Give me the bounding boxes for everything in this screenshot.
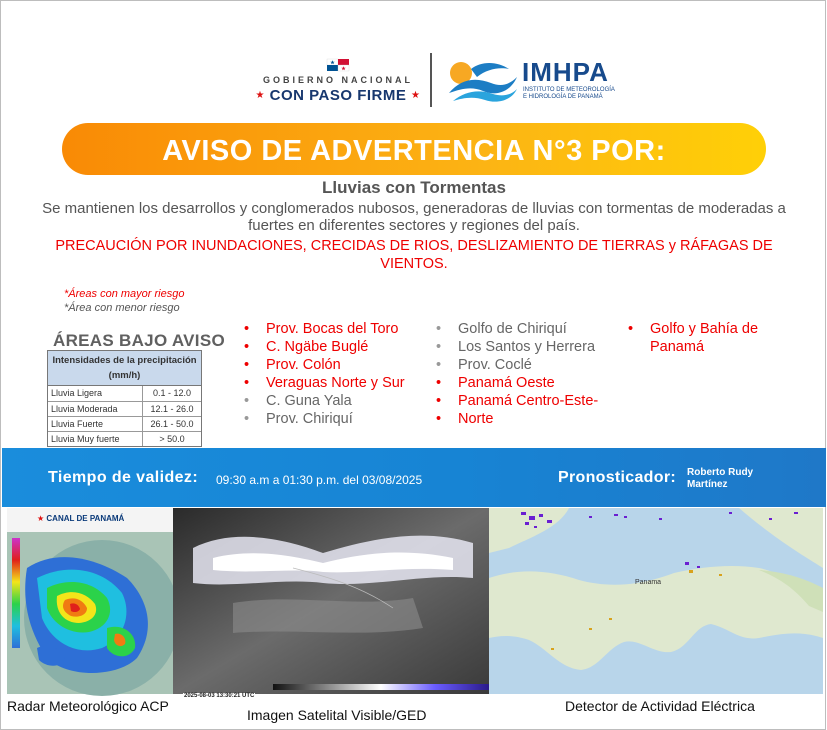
event-description: Se mantienen los desarrollos y conglomerados nubosos, generadoras de lluvias con tormentas de moderadas a fuertes en diferentes sectores y regiones del país. [42,200,786,234]
radar-image [7,508,173,694]
areas-column-2 [434,320,598,428]
table-row: Lluvia Moderada 12.1 - 26.0 [48,401,201,416]
header-divider [430,53,432,107]
star-icon: ★ [255,90,265,101]
table-row: Lluvia Ligera 0.1 - 12.0 [48,386,201,401]
validity-bar [2,448,826,507]
satellite-graphic [173,508,489,694]
satellite-timestamp: 2025-08-03 13:30:21 UTC [184,693,255,699]
validity-label: Tiempo de validez: [48,469,199,486]
list-item: • Golfo de Chiriquí [434,320,598,338]
forecaster-name: Roberto Rudy Martínez [687,467,754,490]
event-type: Lluvias con Tormentas [322,178,506,197]
radar-logo: ★ CANAL DE PANAMÁ [37,514,125,523]
validity-value: 09:30 a.m a 01:30 p.m. del 03/08/2025 [216,473,423,487]
list-item: • Panamá Centro-Este- [434,392,598,410]
imhpa-subtitle: INSTITUTO DE METEOROLOGÍA E HIDROLOGÍA DE PANAMÁ [523,87,615,100]
forecaster-label: Pronosticador: [558,469,676,486]
list-item: • Los Santos y Herrera [434,338,598,356]
satellite-caption: Imagen Satelital Visible/GED [247,707,427,723]
precaution-text: PRECAUCIÓN POR INUNDACIONES, CRECIDAS DE RIOS, DESLIZAMIENTO DE TIERRAS y RÁFAGAS DE VIENTOS. [55,238,773,272]
intensity-table-header: Intensidades de la precipitación (mm/h) [48,351,201,386]
legend-high-risk: *Áreas con mayor riesgo [64,288,185,300]
lightning-image [489,508,823,694]
list-item: • C. Ngäbe Buglé [242,338,405,356]
list-item: • Veraguas Norte y Sur [242,374,405,392]
intensity-table [47,350,202,447]
areas-column-1 [242,320,405,428]
table-row: Lluvia Fuerte 26.1 - 50.0 [48,416,201,431]
list-item: • Prov. Coclé [434,356,598,374]
government-slogan: ★ CON PASO FIRME ★ [255,87,421,104]
government-logo [253,73,423,113]
lightning-map-graphic [489,508,823,694]
list-item: • Prov. Bocas del Toro [242,320,405,338]
legend-low-risk: *Área con menor riesgo [64,302,180,314]
list-item-continuation: Panamá [650,339,705,355]
list-item: • C. Guna Yala [242,392,405,410]
lightning-map-label: Panama [635,579,662,586]
list-item-continuation: • Norte [434,410,598,428]
warning-banner: AVISO DE ADVERTENCIA N°3 POR: [62,123,766,175]
list-item: • Golfo y Bahía de [626,320,758,338]
list-item: • Prov. Chiriquí [242,410,405,428]
imhpa-name: IMHPA [522,57,609,87]
imhpa-logo-icon [447,57,519,103]
panama-flag-icon [327,59,349,71]
radar-caption: Radar Meteorológico ACP [7,698,169,714]
star-icon: ★ [37,514,45,523]
government-name: GOBIERNO NACIONAL [263,75,413,85]
star-icon: ★ [411,90,421,101]
areas-title: ÁREAS BAJO AVISO [53,331,225,350]
list-item: • Panamá Oeste [434,374,598,392]
lightning-caption: Detector de Actividad Eléctrica [565,698,755,714]
radar-map-graphic [7,508,173,694]
satellite-image [173,508,489,699]
areas-column-3 [626,320,758,356]
list-item: • Prov. Colón [242,356,405,374]
table-row: Lluvia Muy fuerte > 50.0 [48,431,201,446]
